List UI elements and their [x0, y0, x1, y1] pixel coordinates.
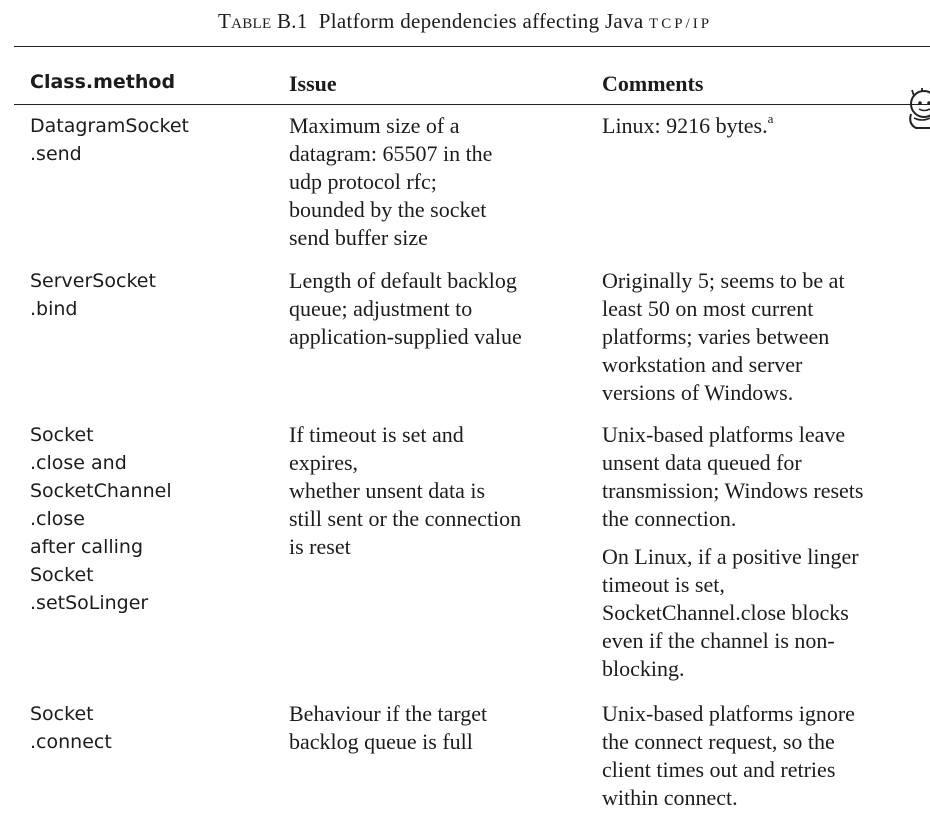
table-title-protocol: TCP/IP	[649, 16, 713, 32]
row-3-comment-line: blocking.	[602, 656, 685, 681]
row-3-issue-line: If timeout is set and	[289, 422, 464, 447]
footnote-marker: a	[767, 110, 774, 126]
row-3-issue-line: expires,	[289, 450, 359, 475]
row-2-method-line: .bind	[30, 298, 78, 320]
row-4-comment-line: client times out and retries	[602, 757, 836, 782]
header-class-method: Class.method	[30, 71, 176, 93]
row-1-class-method	[30, 112, 270, 168]
row-2-issue	[289, 267, 579, 351]
row-4-class-method	[30, 700, 270, 756]
row-1-comment-line	[602, 112, 922, 140]
row-4-comments	[602, 700, 922, 812]
row-1-issue-line: Maximum size of a	[289, 113, 460, 138]
table-title: Platform dependencies affecting Java	[318, 9, 644, 33]
row-1-issue-line: send buffer size	[289, 225, 428, 250]
row-3-comment-line: SocketChannel.close blocks	[602, 600, 849, 625]
row-3-comment-line: Unix-based platforms leave	[602, 422, 846, 447]
header-issue: Issue	[289, 71, 337, 96]
row-2-comment-line: Originally 5; seems to be at	[602, 268, 845, 293]
row-3-issue-line: is reset	[289, 534, 351, 559]
row-2-issue-line: application-supplied value	[289, 324, 522, 349]
row-4-class-line: Socket	[30, 703, 94, 725]
row-3-class-line: .close and	[30, 452, 127, 474]
row-3-class-line: SocketChannel	[30, 480, 172, 502]
row-2-class-method	[30, 267, 270, 323]
row-3-class-line: .setSoLinger	[30, 592, 149, 614]
row-3-class-line: Socket	[30, 564, 94, 586]
row-2-comment-line: workstation and server	[602, 352, 803, 377]
row-3-class-line: after calling	[30, 536, 144, 558]
row-1-comments	[602, 112, 922, 140]
row-2-comment-line: versions of Windows.	[602, 380, 794, 405]
row-3-issue-line: still sent or the connection	[289, 506, 522, 531]
table-caption	[0, 9, 930, 34]
top-rule	[14, 46, 930, 47]
row-2-comment-line: platforms; varies between	[602, 324, 830, 349]
row-2-comments	[602, 267, 922, 407]
row-1-issue-line: datagram: 65507 in the	[289, 141, 493, 166]
row-3-class-line: .close	[30, 508, 85, 530]
header-comments: Comments	[602, 71, 704, 96]
row-1-class-line: DatagramSocket	[30, 115, 189, 137]
row-3-issue	[289, 421, 579, 561]
row-1-issue-line: udp protocol rfc;	[289, 169, 437, 194]
row-3-comments	[602, 421, 922, 683]
row-2-class-line: ServerSocket	[30, 270, 156, 292]
row-3-comment-line: even if the channel is non-	[602, 628, 835, 653]
row-2-comment-line: least 50 on most current	[602, 296, 814, 321]
row-4-method-line: .connect	[30, 731, 112, 753]
row-1-method-line: .send	[30, 143, 82, 165]
row-3-class-method	[30, 421, 270, 617]
row-2-issue-line: queue; adjustment to	[289, 296, 473, 321]
row-3-issue-line: whether unsent data is	[289, 478, 486, 503]
row-1-issue	[289, 112, 579, 252]
row-3-comment-line: unsent data queued for	[602, 450, 802, 475]
row-3-comment-line: timeout is set,	[602, 572, 725, 597]
row-4-comment-line: the connect request, so the	[602, 729, 835, 754]
row-3-class-line: Socket	[30, 424, 94, 446]
row-4-comment-line: Unix-based platforms ignore	[602, 701, 855, 726]
row-4-issue-line: Behaviour if the target	[289, 701, 488, 726]
row-3-comment-line: transmission; Windows resets	[602, 478, 864, 503]
row-1-comment-text: Linux: 9216 bytes.	[602, 113, 768, 138]
row-2-issue-line: Length of default backlog	[289, 268, 517, 293]
header-rule	[14, 104, 930, 105]
row-4-comment-line: within connect.	[602, 785, 738, 810]
table-label: Table B.1	[217, 9, 308, 33]
row-1-issue-line: bounded by the socket	[289, 197, 487, 222]
row-4-issue	[289, 700, 579, 756]
row-3-comment-line: the connection.	[602, 506, 737, 531]
row-3-comment-line: On Linux, if a positive linger	[602, 544, 859, 569]
row-4-issue-line: backlog queue is full	[289, 729, 473, 754]
